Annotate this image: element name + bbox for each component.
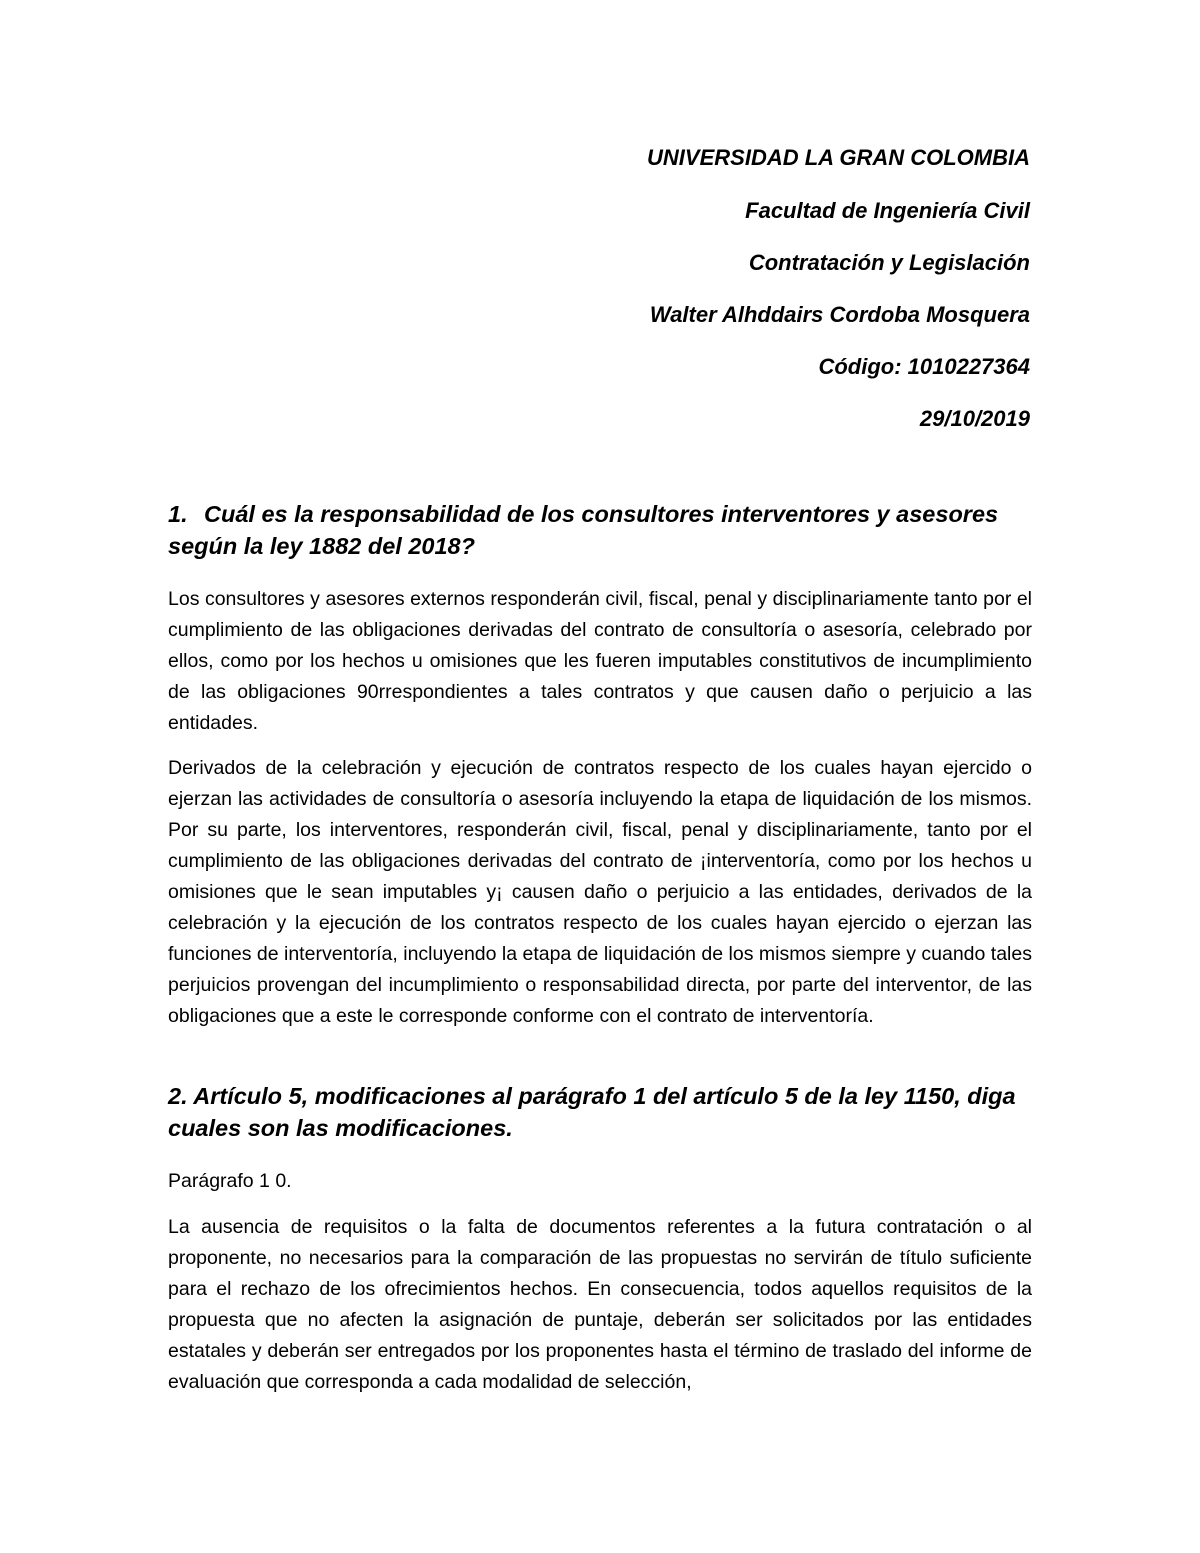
question-2-paragraph-1: La ausencia de requisitos o la falta de documentos referentes a la futura contratación o al proponente, no necesarios para la comparación de las propuestas no servirán de título suficiente para el rechazo de los ofrecimientos hechos. En consecuencia, todos aquellos requisitos de la propuesta que no afecten la asignación de puntaje, deberán ser solicitados por las entidades estatales y deberán ser entregados por los proponentes hasta el término de traslado del informe de evaluación que corresponda a cada modalidad de selección, [168, 1216, 1032, 1393]
question-1-number: 1. [168, 501, 188, 527]
student-name: Walter Alhddairs Cordoba Mosquera [649, 302, 1030, 327]
question-1-paragraph-1: Los consultores y asesores externos responderán civil, fiscal, penal y disciplinariamente tanto por el cumplimiento de las obligaciones derivadas del contrato de consultoría o asesoría, celebrado por ellos, como por los hechos u omisiones que les fueren imputables constitutivos de incumplimiento de las obligaciones 90rrespondientes a tales contratos y que causen daño o perjuicio a las entidades. [168, 588, 1032, 734]
student-code: Código: 1010227364 [818, 354, 1030, 379]
document-date: 29/10/2019 [919, 406, 1030, 431]
course-name: Contratación y Legislación [748, 250, 1030, 275]
paragraph-subheading: Parágrafo 1 0. [168, 1170, 292, 1192]
university-title: UNIVERSIDAD LA GRAN COLOMBIA [647, 145, 1030, 170]
question-2-heading: 2. Artículo 5, modificaciones al parágrafo 1 del artículo 5 de la ley 1150, diga cuales son las modificaciones. [168, 1083, 1016, 1141]
question-1-text: Cuál es la responsabilidad de los consultores interventores y asesores según la ley 1882 del 2018? [168, 501, 999, 559]
question-1-paragraph-2: Derivados de la celebración y ejecución de contratos respecto de los cuales hayan ejercido o ejerzan las actividades de consultoría o asesoría incluyendo la etapa de liquidación de los mismos. Por su parte, los interventores, responderán civil, fiscal, penal y disciplinariamente, tanto por el cumplimiento de las obligaciones derivadas del contrato de ¡interventoría, como por los hechos u omisiones que le sean imputables y¡ causen daño o perjuicio a las entidades, derivados de la celebración y la ejecución de los contratos respecto de los cuales hayan ejercido o ejerzan las funciones de interventoría, incluyendo la etapa de liquidación de los mismos siempre y cuando tales perjuicios provengan del incumplimiento o responsabilidad directa, por parte del interventor, de las obligaciones que a este le corresponde conforme con el contrato de interventoría. [168, 757, 1032, 1027]
faculty-name: Facultad de Ingeniería Civil [745, 198, 1030, 223]
question-1-heading [168, 498, 1048, 562]
